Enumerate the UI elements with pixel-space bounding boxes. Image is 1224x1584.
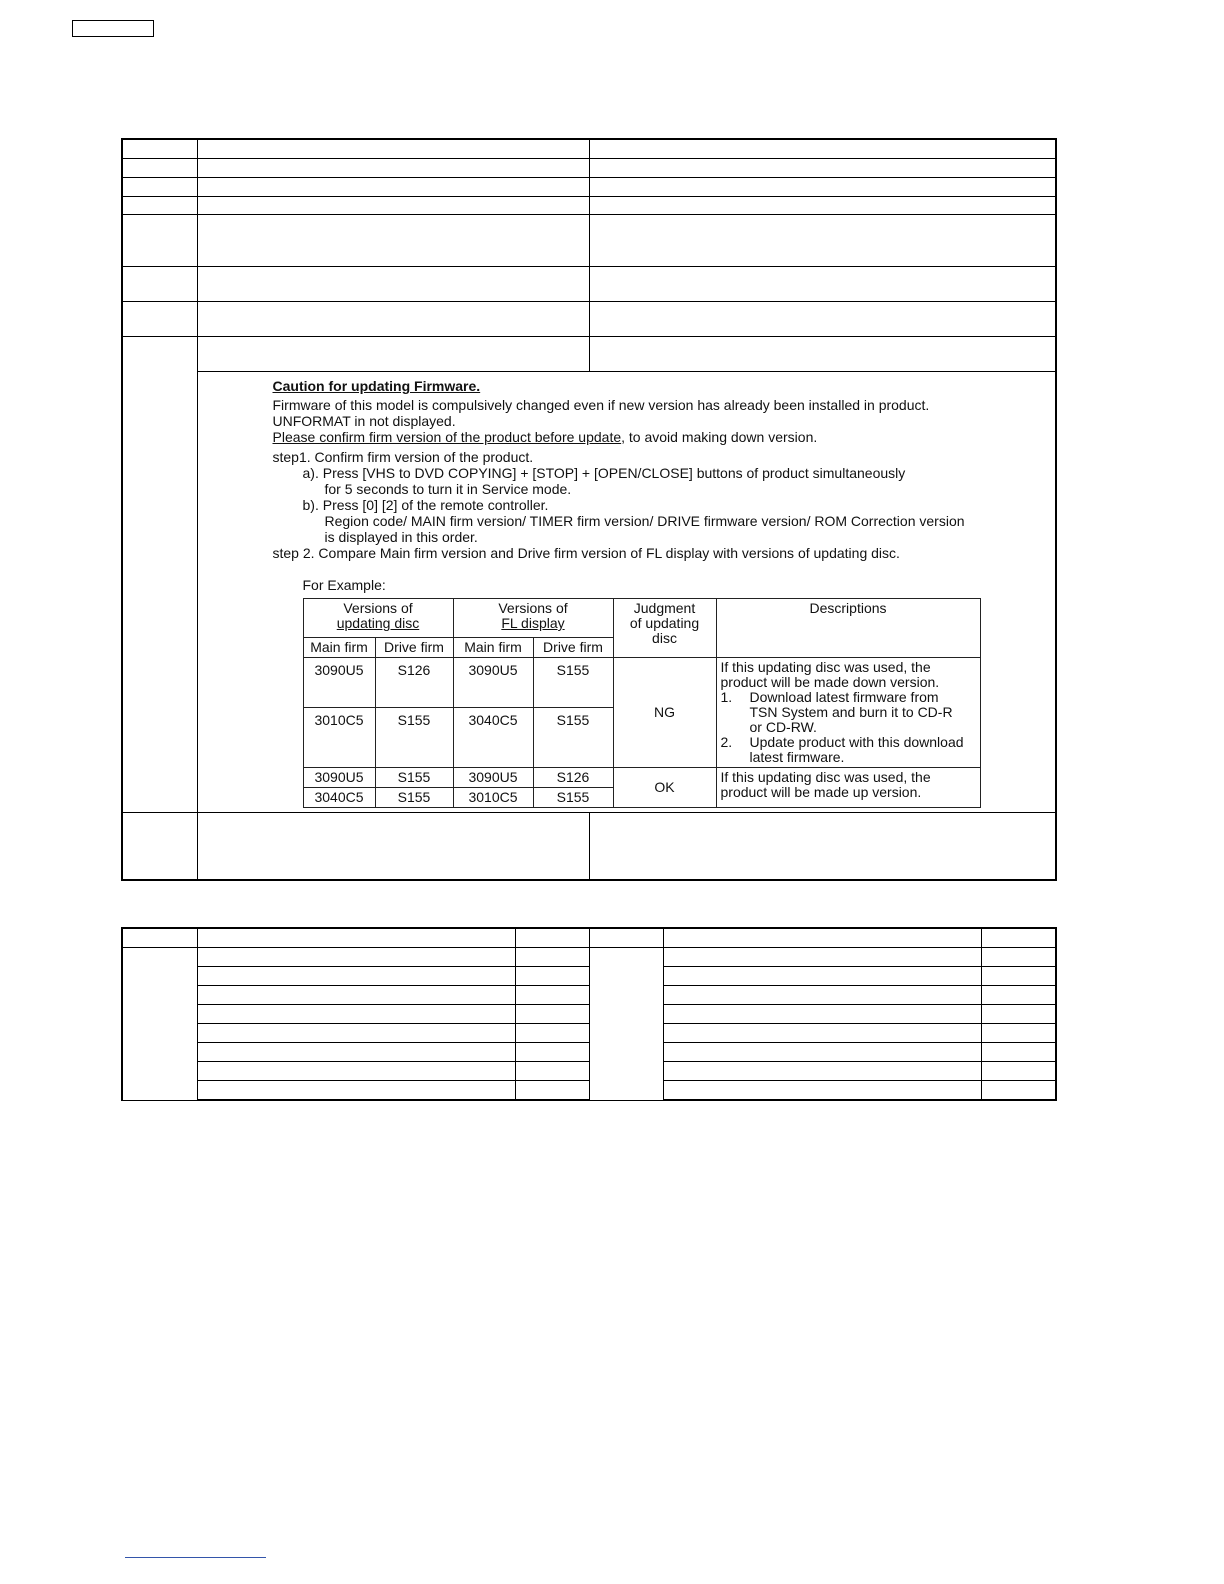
- header-text: FL display: [501, 615, 565, 631]
- step1b-cont: is displayed in this order.: [324, 529, 478, 545]
- table-row: [122, 215, 1056, 267]
- caution-line: [273, 429, 965, 445]
- parts-table: [121, 927, 1057, 1101]
- disc-drive-firm: S155: [375, 707, 453, 767]
- caution-line: UNFORMAT in not displayed.: [272, 413, 456, 429]
- header-text: of updating: [629, 615, 700, 631]
- disc-main-firm: 3090U5: [303, 658, 375, 708]
- header-text: Judgment: [633, 600, 696, 616]
- caution-text: [273, 378, 965, 593]
- header-versions-updating-disc: [303, 599, 453, 638]
- disc-drive-firm: S155: [375, 768, 453, 788]
- disc-drive-firm: S155: [375, 788, 453, 808]
- description-text: Download latest firmware from: [749, 689, 939, 705]
- caution-panel: [198, 372, 1056, 812]
- judgment-ng: NG: [613, 658, 716, 768]
- table-row: [122, 948, 1056, 967]
- table-row: [122, 159, 1056, 178]
- fl-drive-firm: S155: [533, 658, 613, 708]
- header-text: Versions of: [343, 600, 413, 616]
- fl-main-firm: 3090U5: [453, 658, 533, 708]
- caution-row: [122, 372, 1056, 813]
- description-ng: [716, 658, 980, 768]
- fl-main-firm: 3040C5: [453, 707, 533, 767]
- disc-main-firm: 3040C5: [303, 788, 375, 808]
- step1-heading: step1. Confirm firm version of the product.: [272, 449, 534, 465]
- description-text: Update product with this download: [749, 734, 964, 750]
- step1b-cont: Region code/ MAIN firm version/ TIMER firm version/ DRIVE firmware version/ ROM Correction version: [324, 513, 965, 529]
- caution-underlined-text: Please confirm firm version of the product before update: [272, 429, 622, 445]
- header-text: Versions of: [498, 600, 568, 616]
- header-judgment: [613, 599, 716, 658]
- caution-text-rest: , to avoid making down version.: [621, 429, 818, 445]
- description-text: or CD-RW.: [749, 719, 817, 735]
- header-descriptions: Descriptions: [716, 599, 980, 658]
- table-row: [122, 928, 1056, 948]
- caution-line: Firmware of this model is compulsively changed even if new version has already been installed in product.: [272, 397, 930, 413]
- header-box: [72, 20, 154, 37]
- disc-main-firm: 3010C5: [303, 707, 375, 767]
- step1a-cont: for 5 seconds to turn it in Service mode.: [324, 481, 572, 497]
- table-row: [122, 813, 1056, 881]
- header-text: disc: [652, 630, 677, 646]
- example-label: For Example:: [302, 577, 386, 593]
- firmware-example-table: [303, 598, 981, 808]
- description-text: TSN System and burn it to CD-R: [749, 704, 953, 720]
- step1a-text: a). Press [VHS to DVD COPYING] + [STOP] + [OPEN/CLOSE] buttons of product simultaneously: [302, 465, 906, 481]
- fl-main-firm: 3010C5: [453, 788, 533, 808]
- fl-drive-firm: S155: [533, 707, 613, 767]
- table-row: [122, 178, 1056, 197]
- description-text: product will be made up version.: [720, 784, 922, 800]
- header-drive-firm: Drive firm: [375, 638, 453, 658]
- step1b-text: b). Press [0] [2] of the remote controller.: [302, 497, 549, 513]
- description-ok: [716, 768, 980, 808]
- firmware-update-table: [121, 138, 1057, 881]
- disc-drive-firm: S126: [375, 658, 453, 708]
- header-text: updating disc: [336, 615, 420, 631]
- table-row: [122, 197, 1056, 215]
- table-row: [303, 768, 980, 788]
- header-main-firm: Main firm: [453, 638, 533, 658]
- description-text: latest firmware.: [749, 749, 845, 765]
- description-item: [721, 735, 976, 750]
- caution-title: Caution for updating Firmware.: [272, 378, 481, 394]
- fl-drive-firm: S155: [533, 788, 613, 808]
- step2-text: step 2. Compare Main firm version and Drive firm version of FL display with versions of updating disc.: [272, 545, 900, 561]
- description-text: If this updating disc was used, the: [720, 659, 931, 675]
- description-text: If this updating disc was used, the: [720, 769, 931, 785]
- header-main-firm: Main firm: [303, 638, 375, 658]
- disc-main-firm: 3090U5: [303, 768, 375, 788]
- table-row: [122, 337, 1056, 372]
- fl-drive-firm: S126: [533, 768, 613, 788]
- item-number: 1.: [720, 689, 733, 705]
- table-row: [122, 302, 1056, 337]
- description-text: product will be made down version.: [720, 674, 940, 690]
- footer-link-line: [125, 1557, 266, 1558]
- table-row: [122, 139, 1056, 159]
- judgment-ok: OK: [613, 768, 716, 808]
- table-row: [303, 658, 980, 708]
- table-row: [122, 267, 1056, 302]
- table-row: [303, 599, 980, 638]
- header-drive-firm: Drive firm: [533, 638, 613, 658]
- item-number: 2.: [720, 734, 733, 750]
- header-versions-fl-display: [453, 599, 613, 638]
- fl-main-firm: 3090U5: [453, 768, 533, 788]
- description-item: [721, 690, 976, 705]
